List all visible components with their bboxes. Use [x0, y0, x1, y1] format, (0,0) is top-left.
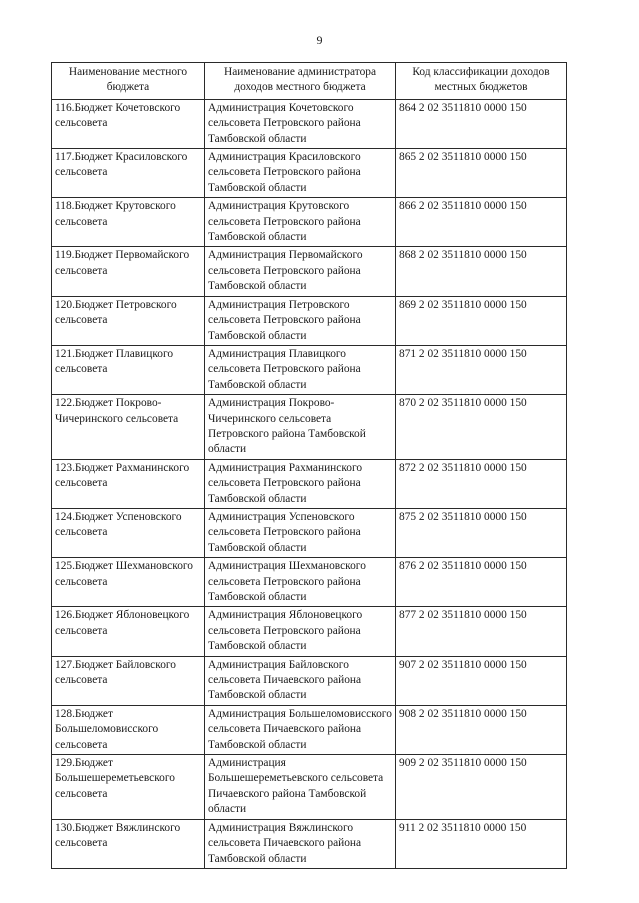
- table-header-row: [52, 63, 567, 100]
- budget-name-cell: 125.Бюджет Шехмановского сельсовета: [52, 558, 205, 607]
- classification-code-cell: 871 2 02 3511810 0000 150: [396, 345, 567, 394]
- budget-name-cell: 123.Бюджет Рахманинского сельсовета: [52, 459, 205, 508]
- budget-name-cell: 116.Бюджет Кочетовского сельсовета: [52, 99, 205, 148]
- budget-name-cell: 118.Бюджет Крутовского сельсовета: [52, 198, 205, 247]
- table-row: [52, 558, 567, 607]
- classification-code-cell: 911 2 02 3511810 0000 150: [396, 819, 567, 868]
- administrator-cell: Администрация Большешереметьевского сельсовета Пичаевского района Тамбовской области: [205, 755, 396, 820]
- table-row: [52, 656, 567, 705]
- table-row: [52, 819, 567, 868]
- table-row: [52, 198, 567, 247]
- classification-code-cell: 877 2 02 3511810 0000 150: [396, 607, 567, 656]
- header-classification-code: Код классификации доходов местных бюджетов: [396, 63, 567, 100]
- budget-name-cell: 124.Бюджет Успеновского сельсовета: [52, 508, 205, 557]
- classification-code-cell: 864 2 02 3511810 0000 150: [396, 99, 567, 148]
- budget-name-cell: 127.Бюджет Байловского сельсовета: [52, 656, 205, 705]
- administrator-cell: Администрация Петровского сельсовета Петровского района Тамбовской области: [205, 296, 396, 345]
- classification-code-cell: 909 2 02 3511810 0000 150: [396, 755, 567, 820]
- classification-code-cell: 869 2 02 3511810 0000 150: [396, 296, 567, 345]
- administrator-cell: Администрация Байловского сельсовета Пичаевского района Тамбовской области: [205, 656, 396, 705]
- table-row: [52, 149, 567, 198]
- administrator-cell: Администрация Шехмановского сельсовета Петровского района Тамбовской области: [205, 558, 396, 607]
- administrator-cell: Администрация Яблоновецкого сельсовета Петровского района Тамбовской области: [205, 607, 396, 656]
- administrator-cell: Администрация Первомайского сельсовета Петровского района Тамбовской области: [205, 247, 396, 296]
- table-row: [52, 296, 567, 345]
- budget-table: [51, 62, 567, 869]
- table-row: [52, 508, 567, 557]
- budget-name-cell: 130.Бюджет Вяжлинского сельсовета: [52, 819, 205, 868]
- administrator-cell: Администрация Плавицкого сельсовета Петровского района Тамбовской области: [205, 345, 396, 394]
- page-number: 9: [316, 33, 323, 47]
- budget-name-cell: 121.Бюджет Плавицкого сельсовета: [52, 345, 205, 394]
- header-administrator: Наименование администратора доходов местного бюджета: [205, 63, 396, 100]
- classification-code-cell: 870 2 02 3511810 0000 150: [396, 395, 567, 460]
- classification-code-cell: 876 2 02 3511810 0000 150: [396, 558, 567, 607]
- administrator-cell: Администрация Кочетовского сельсовета Петровского района Тамбовской области: [205, 99, 396, 148]
- classification-code-cell: 868 2 02 3511810 0000 150: [396, 247, 567, 296]
- classification-code-cell: 875 2 02 3511810 0000 150: [396, 508, 567, 557]
- administrator-cell: Администрация Вяжлинского сельсовета Пичаевского района Тамбовской области: [205, 819, 396, 868]
- administrator-cell: Администрация Рахманинского сельсовета Петровского района Тамбовской области: [205, 459, 396, 508]
- table-row: [52, 99, 567, 148]
- table-row: [52, 607, 567, 656]
- table-row: [52, 247, 567, 296]
- table-row: [52, 459, 567, 508]
- budget-name-cell: 119.Бюджет Первомайского сельсовета: [52, 247, 205, 296]
- classification-code-cell: 866 2 02 3511810 0000 150: [396, 198, 567, 247]
- classification-code-cell: 907 2 02 3511810 0000 150: [396, 656, 567, 705]
- table-row: [52, 755, 567, 820]
- table-row: [52, 705, 567, 754]
- classification-code-cell: 872 2 02 3511810 0000 150: [396, 459, 567, 508]
- administrator-cell: Администрация Успеновского сельсовета Петровского района Тамбовской области: [205, 508, 396, 557]
- table-row: [52, 395, 567, 460]
- administrator-cell: Администрация Покрово-Чичеринского сельсовета Петровского района Тамбовской области: [205, 395, 396, 460]
- administrator-cell: Администрация Крутовского сельсовета Петровского района Тамбовской области: [205, 198, 396, 247]
- classification-code-cell: 865 2 02 3511810 0000 150: [396, 149, 567, 198]
- classification-code-cell: 908 2 02 3511810 0000 150: [396, 705, 567, 754]
- budget-name-cell: 120.Бюджет Петровского сельсовета: [52, 296, 205, 345]
- budget-name-cell: 128.Бюджет Большеломовисского сельсовета: [52, 705, 205, 754]
- administrator-cell: Администрация Красиловского сельсовета Петровского района Тамбовской области: [205, 149, 396, 198]
- budget-name-cell: 126.Бюджет Яблоновецкого сельсовета: [52, 607, 205, 656]
- header-budget-name: Наименование местного бюджета: [52, 63, 205, 100]
- budget-name-cell: 122.Бюджет Покрово-Чичеринского сельсовета: [52, 395, 205, 460]
- table-row: [52, 345, 567, 394]
- administrator-cell: Администрация Большеломовисского сельсовета Пичаевского района Тамбовской области: [205, 705, 396, 754]
- budget-name-cell: 129.Бюджет Большешереметьевского сельсовета: [52, 755, 205, 820]
- budget-name-cell: 117.Бюджет Красиловского сельсовета: [52, 149, 205, 198]
